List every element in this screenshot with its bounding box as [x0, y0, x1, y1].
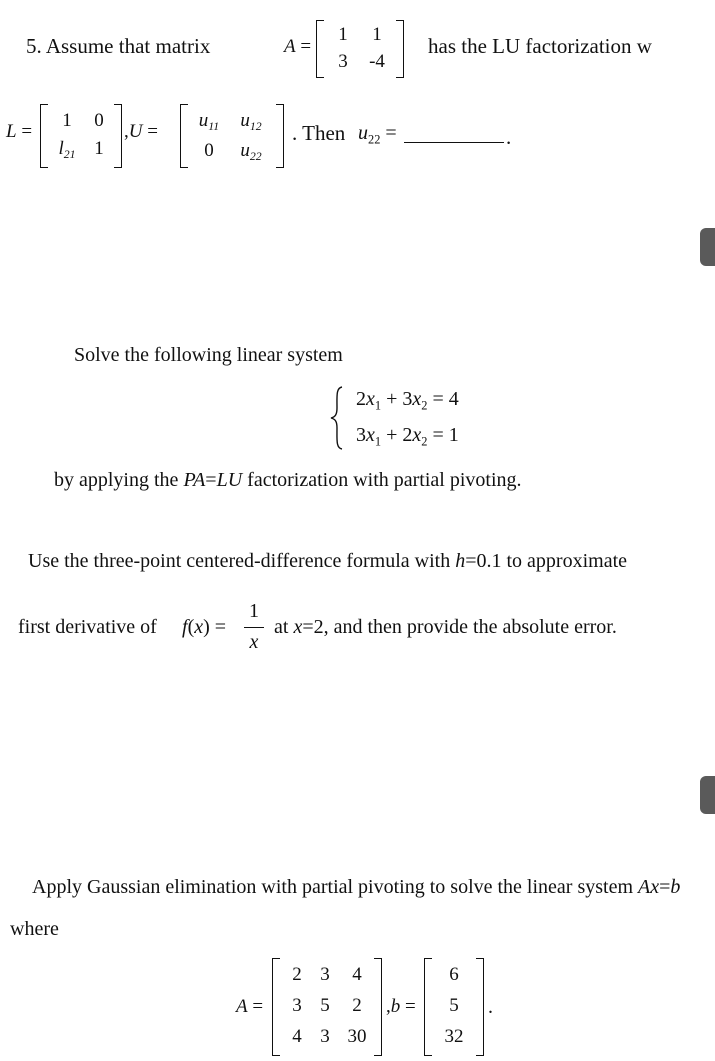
diff-line-2-start: first derivative of — [18, 616, 157, 638]
matrix-cell: 1 — [94, 138, 104, 159]
vector-cell: 6 — [449, 964, 459, 985]
q5-matrix-U-label: ,U = — [124, 121, 158, 142]
diff-line-1: Use the three-point centered-difference formula with h=0.1 to approximate — [28, 550, 628, 572]
gauss-matrix-A — [272, 958, 382, 1056]
gauss-vector-b-label: ,b = — [386, 996, 416, 1017]
gauss-period: . — [488, 996, 493, 1018]
matrix-cell: 3 — [338, 51, 348, 72]
diff-func-label: f(x) = — [182, 616, 227, 638]
matrix-cell: -4 — [369, 51, 385, 72]
q5-matrix-L — [40, 104, 122, 168]
matrix-cell: $u_{12}$ — [240, 110, 262, 134]
matrix-cell: 5 — [320, 995, 330, 1016]
matrix-cell: 30 — [347, 1026, 367, 1047]
matrix-cell: 0 — [204, 140, 214, 161]
q5-u22-label: $u_{22}$ = — [358, 122, 397, 147]
lu-intro-text: Solve the following linear system — [74, 344, 343, 366]
q5-answer-blank[interactable] — [404, 132, 504, 150]
gauss-line-1: Apply Gaussian elimination with partial pivoting to solve the linear system Ax=b — [32, 876, 681, 898]
q5-matrix-A-label: A = — [284, 36, 312, 57]
gauss-where-text: where — [10, 918, 59, 940]
lu-equation-2: $3x_1 + 2x_2 = 1$ — [356, 424, 459, 449]
q5-matrix-L-label: L = — [6, 121, 33, 142]
diff-line-2-end: at x=2, and then provide the absolute error. — [274, 616, 617, 638]
q5-lead-text: 5. Assume that matrix — [26, 34, 211, 58]
matrix-cell: 1 — [338, 24, 348, 45]
vector-cell: 32 — [444, 1026, 464, 1047]
lu-method-text: by applying the PA=LU factorization with partial pivoting. — [54, 469, 522, 491]
side-tab-marker[interactable] — [700, 776, 715, 814]
vector-cell: 5 — [449, 995, 459, 1016]
diff-fraction-denominator: x — [249, 631, 259, 653]
side-tab-marker[interactable] — [700, 228, 715, 266]
matrix-cell: 2 — [292, 964, 302, 985]
matrix-cell: 2 — [352, 995, 362, 1016]
fraction-bar — [244, 627, 264, 628]
q5-tail-text: has the LU factorization w — [428, 34, 652, 58]
lu-equation-1: $2x_1 + 3x_2 = 4$ — [356, 388, 459, 413]
q5-then-text: . Then — [292, 121, 346, 145]
matrix-cell: 3 — [320, 964, 330, 985]
matrix-cell: 1 — [372, 24, 382, 45]
gauss-vector-b — [424, 958, 484, 1056]
matrix-cell: 3 — [292, 995, 302, 1016]
matrix-cell: 0 — [94, 110, 104, 131]
matrix-cell: 4 — [292, 1026, 302, 1047]
matrix-cell: 1 — [62, 110, 72, 131]
gauss-matrix-A-label: A = — [236, 996, 264, 1017]
left-brace-icon — [329, 386, 345, 450]
q5-period: . — [506, 125, 512, 149]
matrix-cell: 3 — [320, 1026, 330, 1047]
matrix-cell: $l_{21}$ — [58, 138, 76, 162]
diff-fraction-numerator: 1 — [249, 600, 259, 622]
matrix-cell: $u_{11}$ — [198, 110, 220, 134]
q5-matrix-A — [316, 20, 404, 78]
q5-matrix-U — [180, 104, 284, 168]
matrix-cell: 4 — [352, 964, 362, 985]
matrix-cell: $u_{22}$ — [240, 140, 262, 164]
